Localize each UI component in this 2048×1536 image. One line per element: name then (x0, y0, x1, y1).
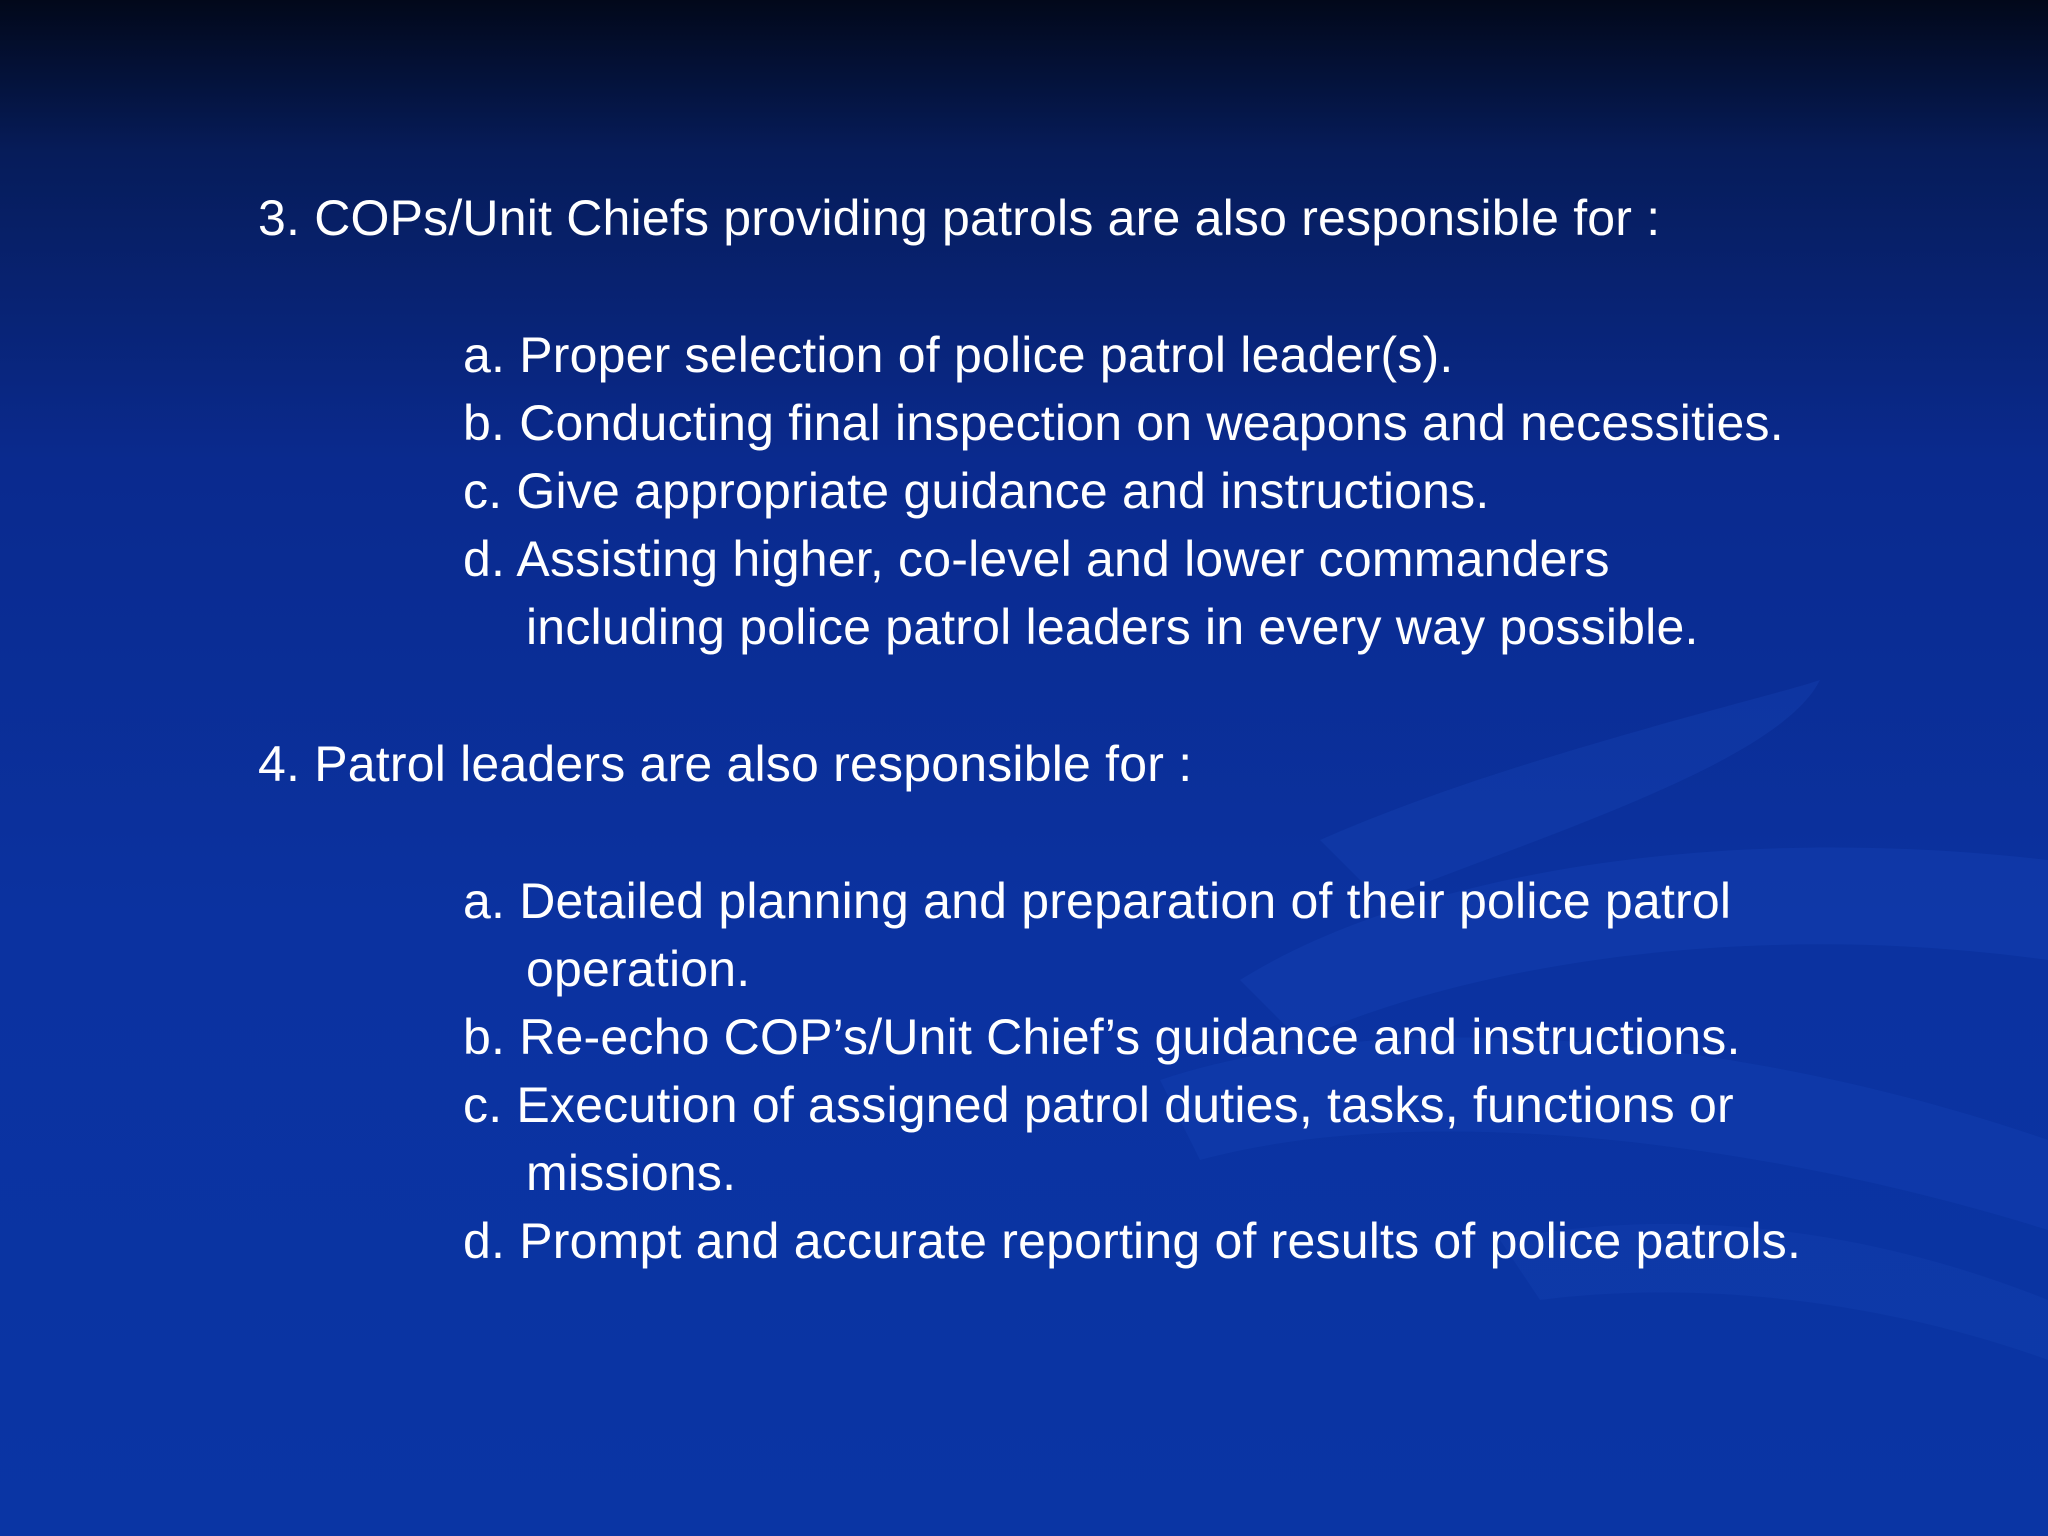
section-4-item-d: d. Prompt and accurate reporting of results of police patrols. (463, 1213, 1802, 1269)
section-4-item-c-continued: missions. (526, 1145, 737, 1201)
section-4-item-b: b. Re-echo COP’s/Unit Chief’s guidance and instructions. (463, 1009, 1741, 1065)
section-3-heading: 3. COPs/Unit Chiefs providing patrols are also responsible for : (258, 190, 1661, 246)
section-3-item-c: c. Give appropriate guidance and instructions. (463, 463, 1490, 519)
section-3-item-b: b. Conducting final inspection on weapons and necessities. (463, 395, 1784, 451)
section-3-item-a: a. Proper selection of police patrol leader(s). (463, 327, 1454, 383)
section-4-heading: 4. Patrol leaders are also responsible for : (258, 736, 1193, 792)
section-4-item-c: c. Execution of assigned patrol duties, tasks, functions or (463, 1077, 1734, 1133)
section-3-item-d: d. Assisting higher, co-level and lower commanders (463, 531, 1610, 587)
section-4-item-a: a. Detailed planning and preparation of their police patrol (463, 873, 1732, 929)
section-4-item-a-continued: operation. (526, 941, 751, 997)
section-3-item-d-continued: including police patrol leaders in every way possible. (526, 599, 1699, 655)
